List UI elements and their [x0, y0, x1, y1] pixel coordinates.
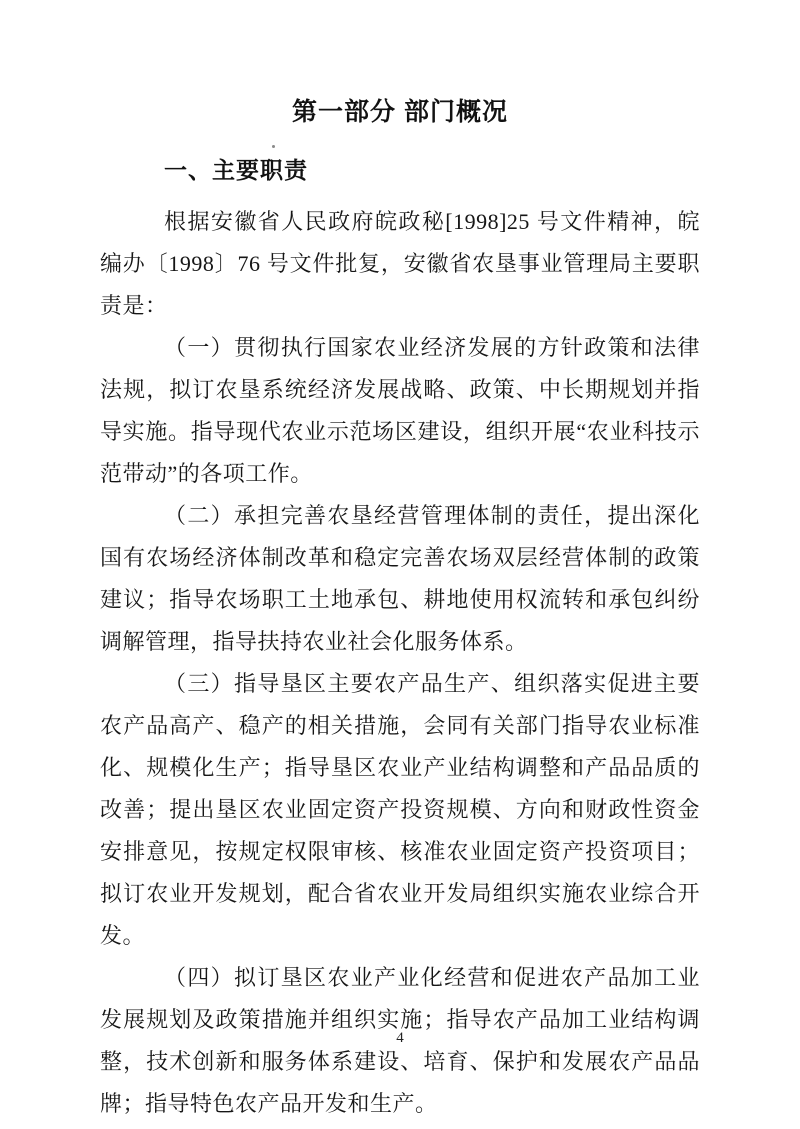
section-heading: 一、主要职责 — [164, 157, 308, 183]
body-paragraph: 根据安徽省人民政府皖政秘[1998]25 号文件精神，皖编办〔1998〕76 号文件批复，安徽省农垦事业管理局主要职责是： — [100, 209, 700, 318]
document-title: 第一部分 部门概况 — [292, 98, 508, 126]
scan-speck — [272, 145, 275, 148]
body-paragraph: （二）承担完善农垦经营管理体制的责任，提出深化国有农场经济体制改革和稳定完善农场双层经营体制的政策建议；指导农场职工土地承包、耕地使用权流转和承包纠纷调解管理，指导扶持农业社会化服务体系。 — [100, 503, 700, 654]
body-paragraph: （三）指导垦区主要农产品生产、组织落实促进主要农产品高产、稳产的相关措施，会同有关部门指导农业标准化、规模化生产；指导垦区农业产业结构调整和产品品质的改善；提出垦区农业固定资产投资规模、方向和财政性资金安排意见，按规定权限审核、核准农业固定资产投资项目；拟订农业开发规划，配合省农业开发局组织实施农业综合开发。 — [100, 671, 700, 948]
body-paragraph: （四）拟订垦区农业产业化经营和促进农产品加工业发展规划及政策措施并组织实施；指导农产品加工业结构调整，技术创新和服务体系建设、培育、保护和发展农产品品牌；指导特色农产品开发和生产。 — [100, 965, 700, 1116]
page-number: 4 — [396, 1030, 404, 1046]
page-content — [100, 0, 700, 1125]
section-body — [100, 201, 700, 1125]
body-paragraph: （一）贯彻执行国家农业经济发展的方针政策和法律法规，拟订农垦系统经济发展战略、政策、中长期规划并指导实施。指导现代农业示范场区建设，组织开展“农业科技示范带动”的各项工作。 — [100, 335, 700, 486]
